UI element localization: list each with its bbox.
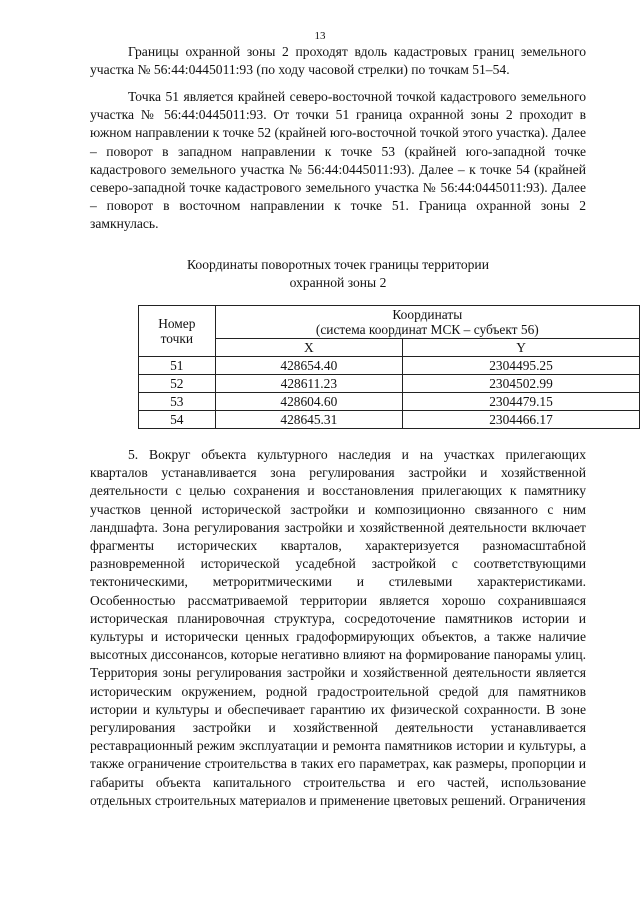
table-row	[139, 411, 640, 429]
page-number: 13	[314, 30, 326, 42]
cell-point: 52	[139, 375, 216, 393]
cell-x: 428654.40	[215, 357, 402, 375]
paragraph-2: Точка 51 является крайней северо-восточной точкой кадастрового земельного участка № 56:44:0445011:93. От точки 51 граница охранной зоны 2 проходит в южном направлении к точке 52 (крайней юго-восточной точкой этого участка). Далее – поворот в западном направлении к точке 53 (крайней юго-западной точке кадастрового земельного участка № 56:44:0445011:93). Далее – к точке 54 (крайней северо-западной точке кадастрового земельного участка № 56:44:0445011:93). Далее – поворот в восточном направлении к точке 51. Граница охранной зоны 2 замкнулась.	[90, 89, 586, 232]
cell-x: 428611.23	[215, 375, 402, 393]
header-point-number	[139, 306, 216, 357]
header-y: Y	[403, 339, 640, 357]
caption-line-1: Координаты поворотных точек границы территории	[187, 257, 489, 272]
caption-line-2: охранной зоны 2	[289, 275, 387, 290]
table-row	[139, 357, 640, 375]
header-x: X	[215, 339, 402, 357]
cell-point: 54	[139, 411, 216, 429]
paragraph-1: Границы охранной зоны 2 проходят вдоль кадастровых границ земельного участка № 56:44:0445011:93 (по ходу часовой стрелки) по точкам 51–54.	[90, 44, 586, 78]
cell-y: 2304495.25	[403, 357, 640, 375]
table-caption	[90, 256, 586, 292]
cell-x: 428645.31	[215, 411, 402, 429]
cell-y: 2304466.17	[403, 411, 640, 429]
coordinates-table	[138, 305, 640, 429]
cell-y: 2304479.15	[403, 393, 640, 411]
header-number-line-2: точки	[160, 331, 194, 346]
cell-point: 51	[139, 357, 216, 375]
table-row	[139, 375, 640, 393]
header-coords-line-1: Координаты	[392, 307, 463, 322]
paragraph-3: 5. Вокруг объекта культурного наследия и на участках прилегающих кварталов устанавливается зона регулирования застройки и хозяйственной деятельности с целью сохранения и восстановления прилегающих к памятнику участков ценной исторической застройки и композиционно связанного с ним ландшафта. Зона регулирования застройки и хозяйственной деятельности включает фрагменты исторических кварталов, характеризуется разномасштабной разновременной исторической усадебной застройкой с соответствующими тектоническими, метроритмическими и стилевыми характеристиками. Особенностью рассматриваемой территории является хорошо сохранившаяся историческая планировочная структура, сосредоточение памятников истории и культуры и исторически ценных градоформирующих объектов, а также наличие высотных диссонансов, которые негативно влияют на формирование панорамы улиц. Территория зоны регулирования застройки и хозяйственной деятельности является историческим окружением, родной градостроительной средой для памятников истории и культуры и обеспечивает гарантию их физической сохранности. В зоне регулирования застройки и хозяйственной деятельности устанавливается реставрационный режим эксплуатации и ремонта памятников истории и культуры, а также ограничение строительства в таких его параметрах, как размеры, пропорции и габариты объекта капитального строительства и его частей, использование отдельных строительных материалов и применение цветовых решений. Ограничения	[90, 447, 586, 808]
cell-x: 428604.60	[215, 393, 402, 411]
cell-point: 53	[139, 393, 216, 411]
cell-y: 2304502.99	[403, 375, 640, 393]
header-number-line-1: Номер	[158, 316, 196, 331]
header-coordinates	[215, 306, 639, 339]
table-row	[139, 393, 640, 411]
header-coords-line-2: (система координат МСК – субъект 56)	[315, 322, 539, 337]
